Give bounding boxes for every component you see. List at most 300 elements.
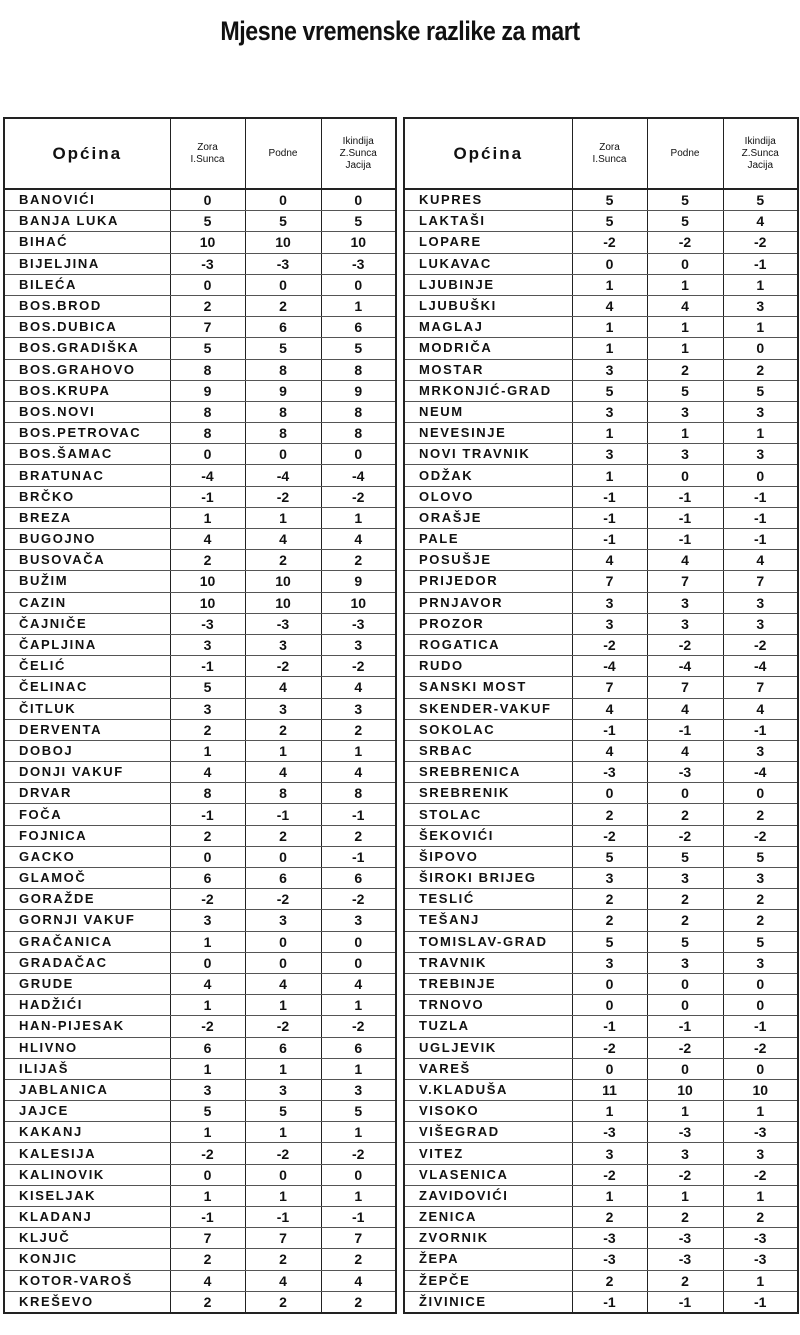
- table-row: [404, 253, 798, 274]
- municipality-name: DONJI VAKUF: [4, 762, 170, 783]
- dawn-sunrise-value: -1: [572, 529, 647, 550]
- noon-value: 5: [647, 211, 723, 232]
- table-row: [4, 1291, 396, 1313]
- table-row: [404, 189, 798, 211]
- noon-value: 0: [245, 274, 321, 295]
- noon-value: 8: [245, 401, 321, 422]
- dawn-sunrise-value: -1: [572, 486, 647, 507]
- table-row: [4, 804, 396, 825]
- header-label: Ikindija: [342, 135, 374, 147]
- dawn-sunrise-value: 0: [572, 783, 647, 804]
- municipality-name: ŠEKOVIĆI: [404, 825, 572, 846]
- afternoon-sunset-night-value: 2: [723, 359, 798, 380]
- municipality-name: ŽEPČE: [404, 1270, 572, 1291]
- municipality-name: STOLAC: [404, 804, 572, 825]
- afternoon-sunset-night-value: 4: [321, 762, 396, 783]
- table-row: [404, 1185, 798, 1206]
- dawn-sunrise-value: 0: [170, 1164, 245, 1185]
- afternoon-sunset-night-value: -1: [723, 1291, 798, 1313]
- dawn-sunrise-value: -3: [572, 1228, 647, 1249]
- dawn-sunrise-value: -1: [170, 656, 245, 677]
- municipality-name: BILEĆA: [4, 274, 170, 295]
- dawn-sunrise-value: 2: [572, 910, 647, 931]
- header-label: Ikindija: [744, 135, 776, 147]
- dawn-sunrise-value: 10: [170, 232, 245, 253]
- dawn-sunrise-value: 7: [170, 317, 245, 338]
- noon-value: 1: [245, 507, 321, 528]
- afternoon-sunset-night-value: 1: [723, 274, 798, 295]
- afternoon-sunset-night-value: 3: [321, 698, 396, 719]
- dawn-sunrise-value: 2: [572, 1270, 647, 1291]
- table-row: [404, 592, 798, 613]
- municipality-name: DERVENTA: [4, 719, 170, 740]
- afternoon-sunset-night-value: -1: [321, 1207, 396, 1228]
- municipality-name: ROGATICA: [404, 634, 572, 655]
- municipality-name: KOTOR-VAROŠ: [4, 1270, 170, 1291]
- table-row: [4, 550, 396, 571]
- dawn-sunrise-value: -3: [170, 253, 245, 274]
- municipality-name: ČAJNIČE: [4, 613, 170, 634]
- noon-value: 1: [245, 740, 321, 761]
- noon-value: -1: [245, 1207, 321, 1228]
- table-row: [404, 740, 798, 761]
- afternoon-sunset-night-value: -1: [321, 846, 396, 867]
- municipality-name: TUZLA: [404, 1016, 572, 1037]
- dawn-sunrise-value: 8: [170, 401, 245, 422]
- noon-value: -3: [647, 1122, 723, 1143]
- table-header-row: [404, 118, 798, 189]
- table-row: [404, 613, 798, 634]
- municipality-name: KONJIC: [4, 1249, 170, 1270]
- noon-value: 0: [245, 931, 321, 952]
- header-label: Zora: [599, 141, 620, 153]
- table-row: [4, 1143, 396, 1164]
- municipality-name: BUSOVAČA: [4, 550, 170, 571]
- afternoon-sunset-night-value: 3: [723, 444, 798, 465]
- table-row: [4, 1058, 396, 1079]
- table-row: [4, 571, 396, 592]
- municipality-name: BUŽIM: [4, 571, 170, 592]
- noon-value: 4: [245, 529, 321, 550]
- afternoon-sunset-night-value: 0: [723, 995, 798, 1016]
- municipality-name: NEUM: [404, 401, 572, 422]
- noon-value: 10: [245, 571, 321, 592]
- noon-value: 1: [245, 1058, 321, 1079]
- dawn-sunrise-value: -3: [572, 1122, 647, 1143]
- dawn-sunrise-value: 3: [170, 910, 245, 931]
- municipality-name: GACKO: [4, 846, 170, 867]
- dawn-sunrise-value: 3: [572, 868, 647, 889]
- noon-value: 4: [245, 1270, 321, 1291]
- dawn-sunrise-value: 3: [572, 444, 647, 465]
- table-row: [4, 295, 396, 316]
- dawn-sunrise-value: 6: [170, 868, 245, 889]
- afternoon-sunset-night-value: 8: [321, 401, 396, 422]
- table-row: [4, 359, 396, 380]
- noon-value: 2: [245, 1291, 321, 1313]
- table-body-left: [4, 189, 396, 1313]
- municipality-name: VITEZ: [404, 1143, 572, 1164]
- dawn-sunrise-value: 0: [170, 189, 245, 211]
- municipality-name: BANOVIĆI: [4, 189, 170, 211]
- dawn-sunrise-value: 1: [170, 995, 245, 1016]
- municipality-name: DRVAR: [4, 783, 170, 804]
- municipality-name: ČAPLJINA: [4, 634, 170, 655]
- noon-value: -1: [647, 529, 723, 550]
- noon-value: -2: [647, 232, 723, 253]
- afternoon-sunset-night-value: 2: [321, 1291, 396, 1313]
- table-row: [404, 507, 798, 528]
- dawn-sunrise-value: 0: [572, 995, 647, 1016]
- afternoon-sunset-night-value: 10: [321, 232, 396, 253]
- dawn-sunrise-value: 2: [572, 1207, 647, 1228]
- noon-value: 3: [245, 910, 321, 931]
- afternoon-sunset-night-value: 4: [321, 677, 396, 698]
- table-row: [4, 931, 396, 952]
- afternoon-sunset-night-value: 5: [723, 380, 798, 401]
- afternoon-sunset-night-value: 1: [321, 1058, 396, 1079]
- dawn-sunrise-value: -2: [170, 1016, 245, 1037]
- afternoon-sunset-night-value: 4: [723, 698, 798, 719]
- table-row: [404, 550, 798, 571]
- municipality-name: LUKAVAC: [404, 253, 572, 274]
- noon-value: 3: [647, 952, 723, 973]
- noon-value: -2: [647, 1037, 723, 1058]
- table-row: [4, 825, 396, 846]
- dawn-sunrise-value: 1: [572, 338, 647, 359]
- dawn-sunrise-value: 2: [170, 1249, 245, 1270]
- afternoon-sunset-night-value: 0: [723, 1058, 798, 1079]
- table-row: [404, 995, 798, 1016]
- header-label: Podne: [670, 147, 700, 159]
- dawn-sunrise-value: 2: [170, 825, 245, 846]
- table-row: [404, 1291, 798, 1313]
- afternoon-sunset-night-value: 2: [321, 550, 396, 571]
- table-row: [4, 634, 396, 655]
- municipality-name: GORAŽDE: [4, 889, 170, 910]
- municipality-name: HLIVNO: [4, 1037, 170, 1058]
- afternoon-sunset-night-value: 3: [723, 1143, 798, 1164]
- dawn-sunrise-value: 11: [572, 1079, 647, 1100]
- afternoon-sunset-night-value: 2: [723, 889, 798, 910]
- noon-value: 0: [245, 952, 321, 973]
- noon-value: -2: [245, 1143, 321, 1164]
- municipality-name: MODRIČA: [404, 338, 572, 359]
- noon-value: 2: [245, 1249, 321, 1270]
- afternoon-sunset-night-value: 0: [723, 783, 798, 804]
- noon-value: -3: [245, 253, 321, 274]
- table-row: [4, 995, 396, 1016]
- noon-value: 3: [647, 613, 723, 634]
- municipality-name: ČELINAC: [4, 677, 170, 698]
- afternoon-sunset-night-value: 3: [321, 1079, 396, 1100]
- noon-value: -1: [245, 804, 321, 825]
- table-row: [4, 274, 396, 295]
- noon-value: 4: [245, 973, 321, 994]
- municipality-name: BRČKO: [4, 486, 170, 507]
- noon-value: -1: [647, 1016, 723, 1037]
- municipality-name: SOKOLAC: [404, 719, 572, 740]
- table-row: [404, 571, 798, 592]
- afternoon-sunset-night-value: 8: [321, 359, 396, 380]
- table-row: [4, 189, 396, 211]
- afternoon-sunset-night-value: -1: [723, 1016, 798, 1037]
- dawn-sunrise-value: 4: [170, 762, 245, 783]
- afternoon-sunset-night-value: 0: [723, 973, 798, 994]
- dawn-sunrise-value: 1: [572, 423, 647, 444]
- dawn-sunrise-value: -1: [170, 486, 245, 507]
- noon-value: 3: [647, 1143, 723, 1164]
- dawn-sunrise-value: 3: [170, 698, 245, 719]
- afternoon-sunset-night-value: 1: [321, 507, 396, 528]
- noon-value: -1: [647, 486, 723, 507]
- header-label: Podne: [268, 147, 298, 159]
- municipality-name: ORAŠJE: [404, 507, 572, 528]
- municipality-name: GRAČANICA: [4, 931, 170, 952]
- table-row: [404, 1143, 798, 1164]
- table-row: [404, 211, 798, 232]
- dawn-sunrise-value: -2: [572, 634, 647, 655]
- afternoon-sunset-night-value: 0: [723, 338, 798, 359]
- noon-value: 8: [245, 359, 321, 380]
- municipality-name: ZAVIDOVIĆI: [404, 1185, 572, 1206]
- afternoon-sunset-night-value: 2: [723, 804, 798, 825]
- dawn-sunrise-value: 4: [572, 295, 647, 316]
- afternoon-sunset-night-value: 5: [723, 189, 798, 211]
- municipality-name: LJUBINJE: [404, 274, 572, 295]
- afternoon-sunset-night-value: 2: [321, 719, 396, 740]
- dawn-sunrise-value: 6: [170, 1037, 245, 1058]
- table-row: [404, 444, 798, 465]
- dawn-sunrise-value: 5: [572, 189, 647, 211]
- header-noon: [245, 118, 321, 189]
- table-row: [404, 359, 798, 380]
- afternoon-sunset-night-value: -2: [723, 1164, 798, 1185]
- municipality-name: ILIJAŠ: [4, 1058, 170, 1079]
- table-row: [404, 910, 798, 931]
- dawn-sunrise-value: 2: [170, 295, 245, 316]
- table-row: [404, 868, 798, 889]
- dawn-sunrise-value: 1: [170, 1185, 245, 1206]
- afternoon-sunset-night-value: 6: [321, 868, 396, 889]
- municipality-name: KLADANJ: [4, 1207, 170, 1228]
- municipality-name: PROZOR: [404, 613, 572, 634]
- municipality-name: SKENDER-VAKUF: [404, 698, 572, 719]
- table-header-row: [4, 118, 396, 189]
- header-dawn-sunrise: [572, 118, 647, 189]
- dawn-sunrise-value: 2: [572, 804, 647, 825]
- afternoon-sunset-night-value: 9: [321, 380, 396, 401]
- dawn-sunrise-value: -1: [572, 507, 647, 528]
- municipality-name: BOS.GRADIŠKA: [4, 338, 170, 359]
- noon-value: 0: [647, 995, 723, 1016]
- noon-value: 6: [245, 317, 321, 338]
- noon-value: 5: [647, 931, 723, 952]
- table-row: [404, 1207, 798, 1228]
- noon-value: 3: [647, 868, 723, 889]
- table-row: [4, 253, 396, 274]
- header-municipality: Općina: [4, 118, 170, 189]
- afternoon-sunset-night-value: -3: [723, 1122, 798, 1143]
- afternoon-sunset-night-value: -4: [723, 762, 798, 783]
- afternoon-sunset-night-value: 4: [321, 1270, 396, 1291]
- dawn-sunrise-value: 3: [572, 401, 647, 422]
- municipality-name: TRAVNIK: [404, 952, 572, 973]
- noon-value: 7: [245, 1228, 321, 1249]
- afternoon-sunset-night-value: -3: [321, 613, 396, 634]
- afternoon-sunset-night-value: -4: [321, 465, 396, 486]
- noon-value: 5: [245, 1101, 321, 1122]
- dawn-sunrise-value: 1: [170, 1122, 245, 1143]
- table-row: [4, 401, 396, 422]
- municipality-name: ČELIĆ: [4, 656, 170, 677]
- municipality-name: FOČA: [4, 804, 170, 825]
- municipality-name: BUGOJNO: [4, 529, 170, 550]
- table-row: [4, 232, 396, 253]
- dawn-sunrise-value: 4: [572, 740, 647, 761]
- table-row: [4, 1207, 396, 1228]
- noon-value: 3: [647, 444, 723, 465]
- noon-value: 0: [647, 1058, 723, 1079]
- municipality-name: FOJNICA: [4, 825, 170, 846]
- table-row: [404, 486, 798, 507]
- municipality-name: ZVORNIK: [404, 1228, 572, 1249]
- municipality-name: LJUBUŠKI: [404, 295, 572, 316]
- dawn-sunrise-value: 1: [572, 317, 647, 338]
- afternoon-sunset-night-value: -2: [321, 486, 396, 507]
- table-row: [4, 211, 396, 232]
- dawn-sunrise-value: 3: [170, 1079, 245, 1100]
- dawn-sunrise-value: 2: [170, 1291, 245, 1313]
- noon-value: 2: [647, 1207, 723, 1228]
- noon-value: -1: [647, 1291, 723, 1313]
- municipality-name: ŽIVINICE: [404, 1291, 572, 1313]
- dawn-sunrise-value: 5: [170, 211, 245, 232]
- table-row: [4, 1079, 396, 1100]
- municipality-name: POSUŠJE: [404, 550, 572, 571]
- municipality-name: BRATUNAC: [4, 465, 170, 486]
- noon-value: 0: [245, 444, 321, 465]
- noon-value: 4: [647, 550, 723, 571]
- noon-value: 2: [647, 804, 723, 825]
- noon-value: 0: [647, 253, 723, 274]
- noon-value: 6: [245, 1037, 321, 1058]
- afternoon-sunset-night-value: -2: [723, 634, 798, 655]
- noon-value: -2: [647, 825, 723, 846]
- dawn-sunrise-value: -3: [572, 762, 647, 783]
- table-row: [4, 1122, 396, 1143]
- municipality-name: TREBINJE: [404, 973, 572, 994]
- table-row: [404, 1101, 798, 1122]
- noon-value: 2: [647, 359, 723, 380]
- table-row: [4, 910, 396, 931]
- afternoon-sunset-night-value: 8: [321, 423, 396, 444]
- afternoon-sunset-night-value: 2: [723, 1207, 798, 1228]
- dawn-sunrise-value: 3: [572, 613, 647, 634]
- table-row: [404, 677, 798, 698]
- header-municipality: Općina: [404, 118, 572, 189]
- table-row: [4, 698, 396, 719]
- noon-value: 2: [245, 719, 321, 740]
- afternoon-sunset-night-value: 1: [723, 1101, 798, 1122]
- afternoon-sunset-night-value: 7: [321, 1228, 396, 1249]
- table-row: [404, 274, 798, 295]
- municipality-name: ZENICA: [404, 1207, 572, 1228]
- municipality-name: ŠIPOVO: [404, 846, 572, 867]
- afternoon-sunset-night-value: -2: [321, 656, 396, 677]
- afternoon-sunset-night-value: 0: [321, 931, 396, 952]
- table-row: [4, 592, 396, 613]
- table-row: [4, 465, 396, 486]
- afternoon-sunset-night-value: 3: [321, 910, 396, 931]
- noon-value: 10: [245, 592, 321, 613]
- noon-value: 2: [245, 295, 321, 316]
- noon-value: -3: [647, 1249, 723, 1270]
- afternoon-sunset-night-value: 5: [723, 931, 798, 952]
- dawn-sunrise-value: 1: [572, 465, 647, 486]
- dawn-sunrise-value: 3: [572, 359, 647, 380]
- dawn-sunrise-value: -2: [572, 1037, 647, 1058]
- noon-value: 2: [245, 550, 321, 571]
- afternoon-sunset-night-value: 3: [723, 613, 798, 634]
- table-row: [4, 1101, 396, 1122]
- table-row: [404, 295, 798, 316]
- municipality-name: V.KLADUŠA: [404, 1079, 572, 1100]
- header-label: Z.Sunca: [339, 147, 377, 159]
- dawn-sunrise-value: 5: [572, 931, 647, 952]
- table-row: [404, 1016, 798, 1037]
- table-row: [404, 1228, 798, 1249]
- table-row: [4, 656, 396, 677]
- table-row: [404, 698, 798, 719]
- dawn-sunrise-value: 5: [170, 338, 245, 359]
- dawn-sunrise-value: 5: [572, 846, 647, 867]
- municipality-name: LAKTAŠI: [404, 211, 572, 232]
- afternoon-sunset-night-value: 3: [723, 401, 798, 422]
- municipality-name: VISOKO: [404, 1101, 572, 1122]
- dawn-sunrise-value: 0: [170, 846, 245, 867]
- municipality-name: ŽEPA: [404, 1249, 572, 1270]
- afternoon-sunset-night-value: 10: [723, 1079, 798, 1100]
- municipality-name: KALINOVIK: [4, 1164, 170, 1185]
- dawn-sunrise-value: 0: [572, 1058, 647, 1079]
- table-row: [404, 317, 798, 338]
- dawn-sunrise-value: 3: [572, 1143, 647, 1164]
- table-row: [404, 1037, 798, 1058]
- dawn-sunrise-value: -2: [572, 825, 647, 846]
- dawn-sunrise-value: -1: [572, 1016, 647, 1037]
- table-row: [4, 1164, 396, 1185]
- header-label: Z.Sunca: [741, 147, 779, 159]
- municipality-name: DOBOJ: [4, 740, 170, 761]
- afternoon-sunset-night-value: 4: [723, 550, 798, 571]
- header-dawn-sunrise: [170, 118, 245, 189]
- afternoon-sunset-night-value: -1: [321, 804, 396, 825]
- afternoon-sunset-night-value: 6: [321, 317, 396, 338]
- time-difference-table-left: [3, 117, 397, 1314]
- municipality-name: KAKANJ: [4, 1122, 170, 1143]
- dawn-sunrise-value: 9: [170, 380, 245, 401]
- dawn-sunrise-value: -2: [572, 1164, 647, 1185]
- table-row: [4, 380, 396, 401]
- noon-value: 2: [647, 889, 723, 910]
- table-row: [4, 613, 396, 634]
- municipality-name: NEVESINJE: [404, 423, 572, 444]
- afternoon-sunset-night-value: -3: [723, 1228, 798, 1249]
- municipality-name: KALESIJA: [4, 1143, 170, 1164]
- noon-value: 3: [647, 401, 723, 422]
- noon-value: 2: [647, 1270, 723, 1291]
